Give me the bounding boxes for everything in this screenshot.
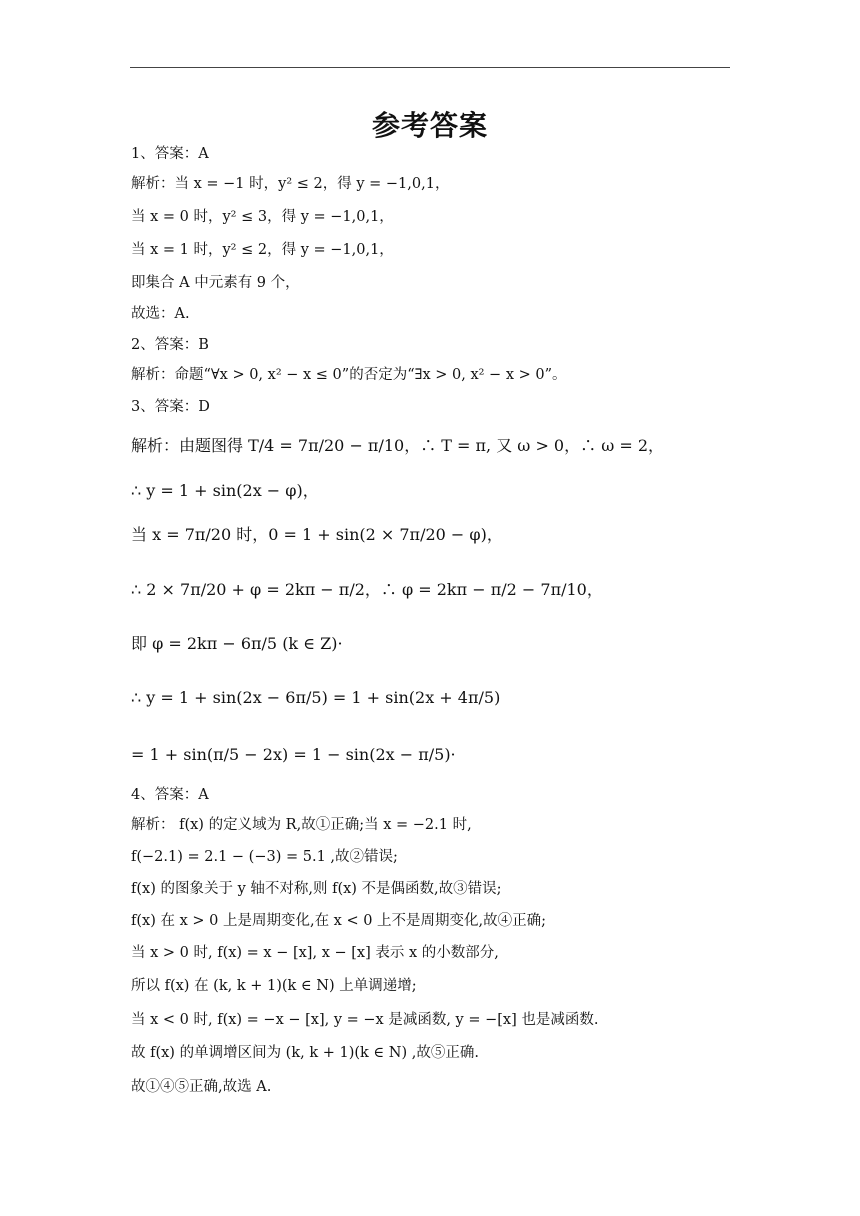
text-line: 4、答案：A xyxy=(131,787,209,803)
text-line: 3、答案：D xyxy=(131,399,210,415)
text-line: 1、答案：A xyxy=(131,146,209,162)
text-line: f(−2.1) = 2.1 − (−3) = 5.1 ,故②错误; xyxy=(131,849,398,865)
text-line: 故①④⑤正确,故选 A. xyxy=(131,1079,272,1095)
text-line: 解析：当 x = −1 时，y² ≤ 2，得 y = −1,0,1， xyxy=(131,176,450,192)
text-line: ∴ 2 × 7π/20 + φ = 2kπ − π/2，∴ φ = 2kπ − π/2 − 7π/10， xyxy=(131,580,603,599)
text-line: 故 f(x) 的单调增区间为 (k, k + 1)(k ∈ N) ,故⑤正确. xyxy=(131,1045,479,1061)
text-line: 当 x = 7π/20 时，0 = 1 + sin(2 × 7π/20 − φ)， xyxy=(131,525,503,544)
text-line: 即集合 A 中元素有 9 个， xyxy=(131,275,300,291)
page-title: 参考答案 xyxy=(371,109,488,142)
text-line: 故选：A. xyxy=(131,306,190,322)
text-line: 当 x > 0 时, f(x) = x − [x], x − [x] 表示 x 的小数部分, xyxy=(131,945,499,961)
text-line: 解析： f(x) 的定义域为 R,故①正确;当 x = −2.1 时, xyxy=(131,817,472,833)
text-line: 当 x = 0 时，y² ≤ 3，得 y = −1,0,1， xyxy=(131,209,394,225)
text-line: f(x) 在 x > 0 上是周期变化,在 x < 0 上不是周期变化,故④正确; xyxy=(131,913,547,929)
text-line: 所以 f(x) 在 (k, k + 1)(k ∈ N) 上单调递增; xyxy=(131,978,417,994)
text-line: 当 x < 0 时, f(x) = −x − [x], y = −x 是减函数, y = −[x] 也是减函数. xyxy=(131,1012,599,1028)
text-line: 2、答案：B xyxy=(131,337,209,353)
text-line: ∴ y = 1 + sin(2x − φ)， xyxy=(131,481,319,500)
text-line: 解析：由题图得 T/4 = 7π/20 − π/10，∴ T = π, 又 ω > 0，∴ ω = 2， xyxy=(131,436,665,455)
text-line: 即 φ = 2kπ − 6π/5 (k ∈ Z)· xyxy=(131,634,343,653)
text-line: 当 x = 1 时，y² ≤ 2，得 y = −1,0,1， xyxy=(131,242,394,258)
text-line: 解析：命题“∀x > 0, x² − x ≤ 0”的否定为“∃x > 0, x² − x > 0”。 xyxy=(131,367,567,383)
text-line: = 1 + sin(π/5 − 2x) = 1 − sin(2x − π/5)· xyxy=(131,745,456,764)
text-line: ∴ y = 1 + sin(2x − 6π/5) = 1 + sin(2x + 4π/5) xyxy=(131,688,501,707)
header-rule xyxy=(130,67,730,68)
text-line: f(x) 的图象关于 y 轴不对称,则 f(x) 不是偶函数,故③错误; xyxy=(131,881,502,897)
